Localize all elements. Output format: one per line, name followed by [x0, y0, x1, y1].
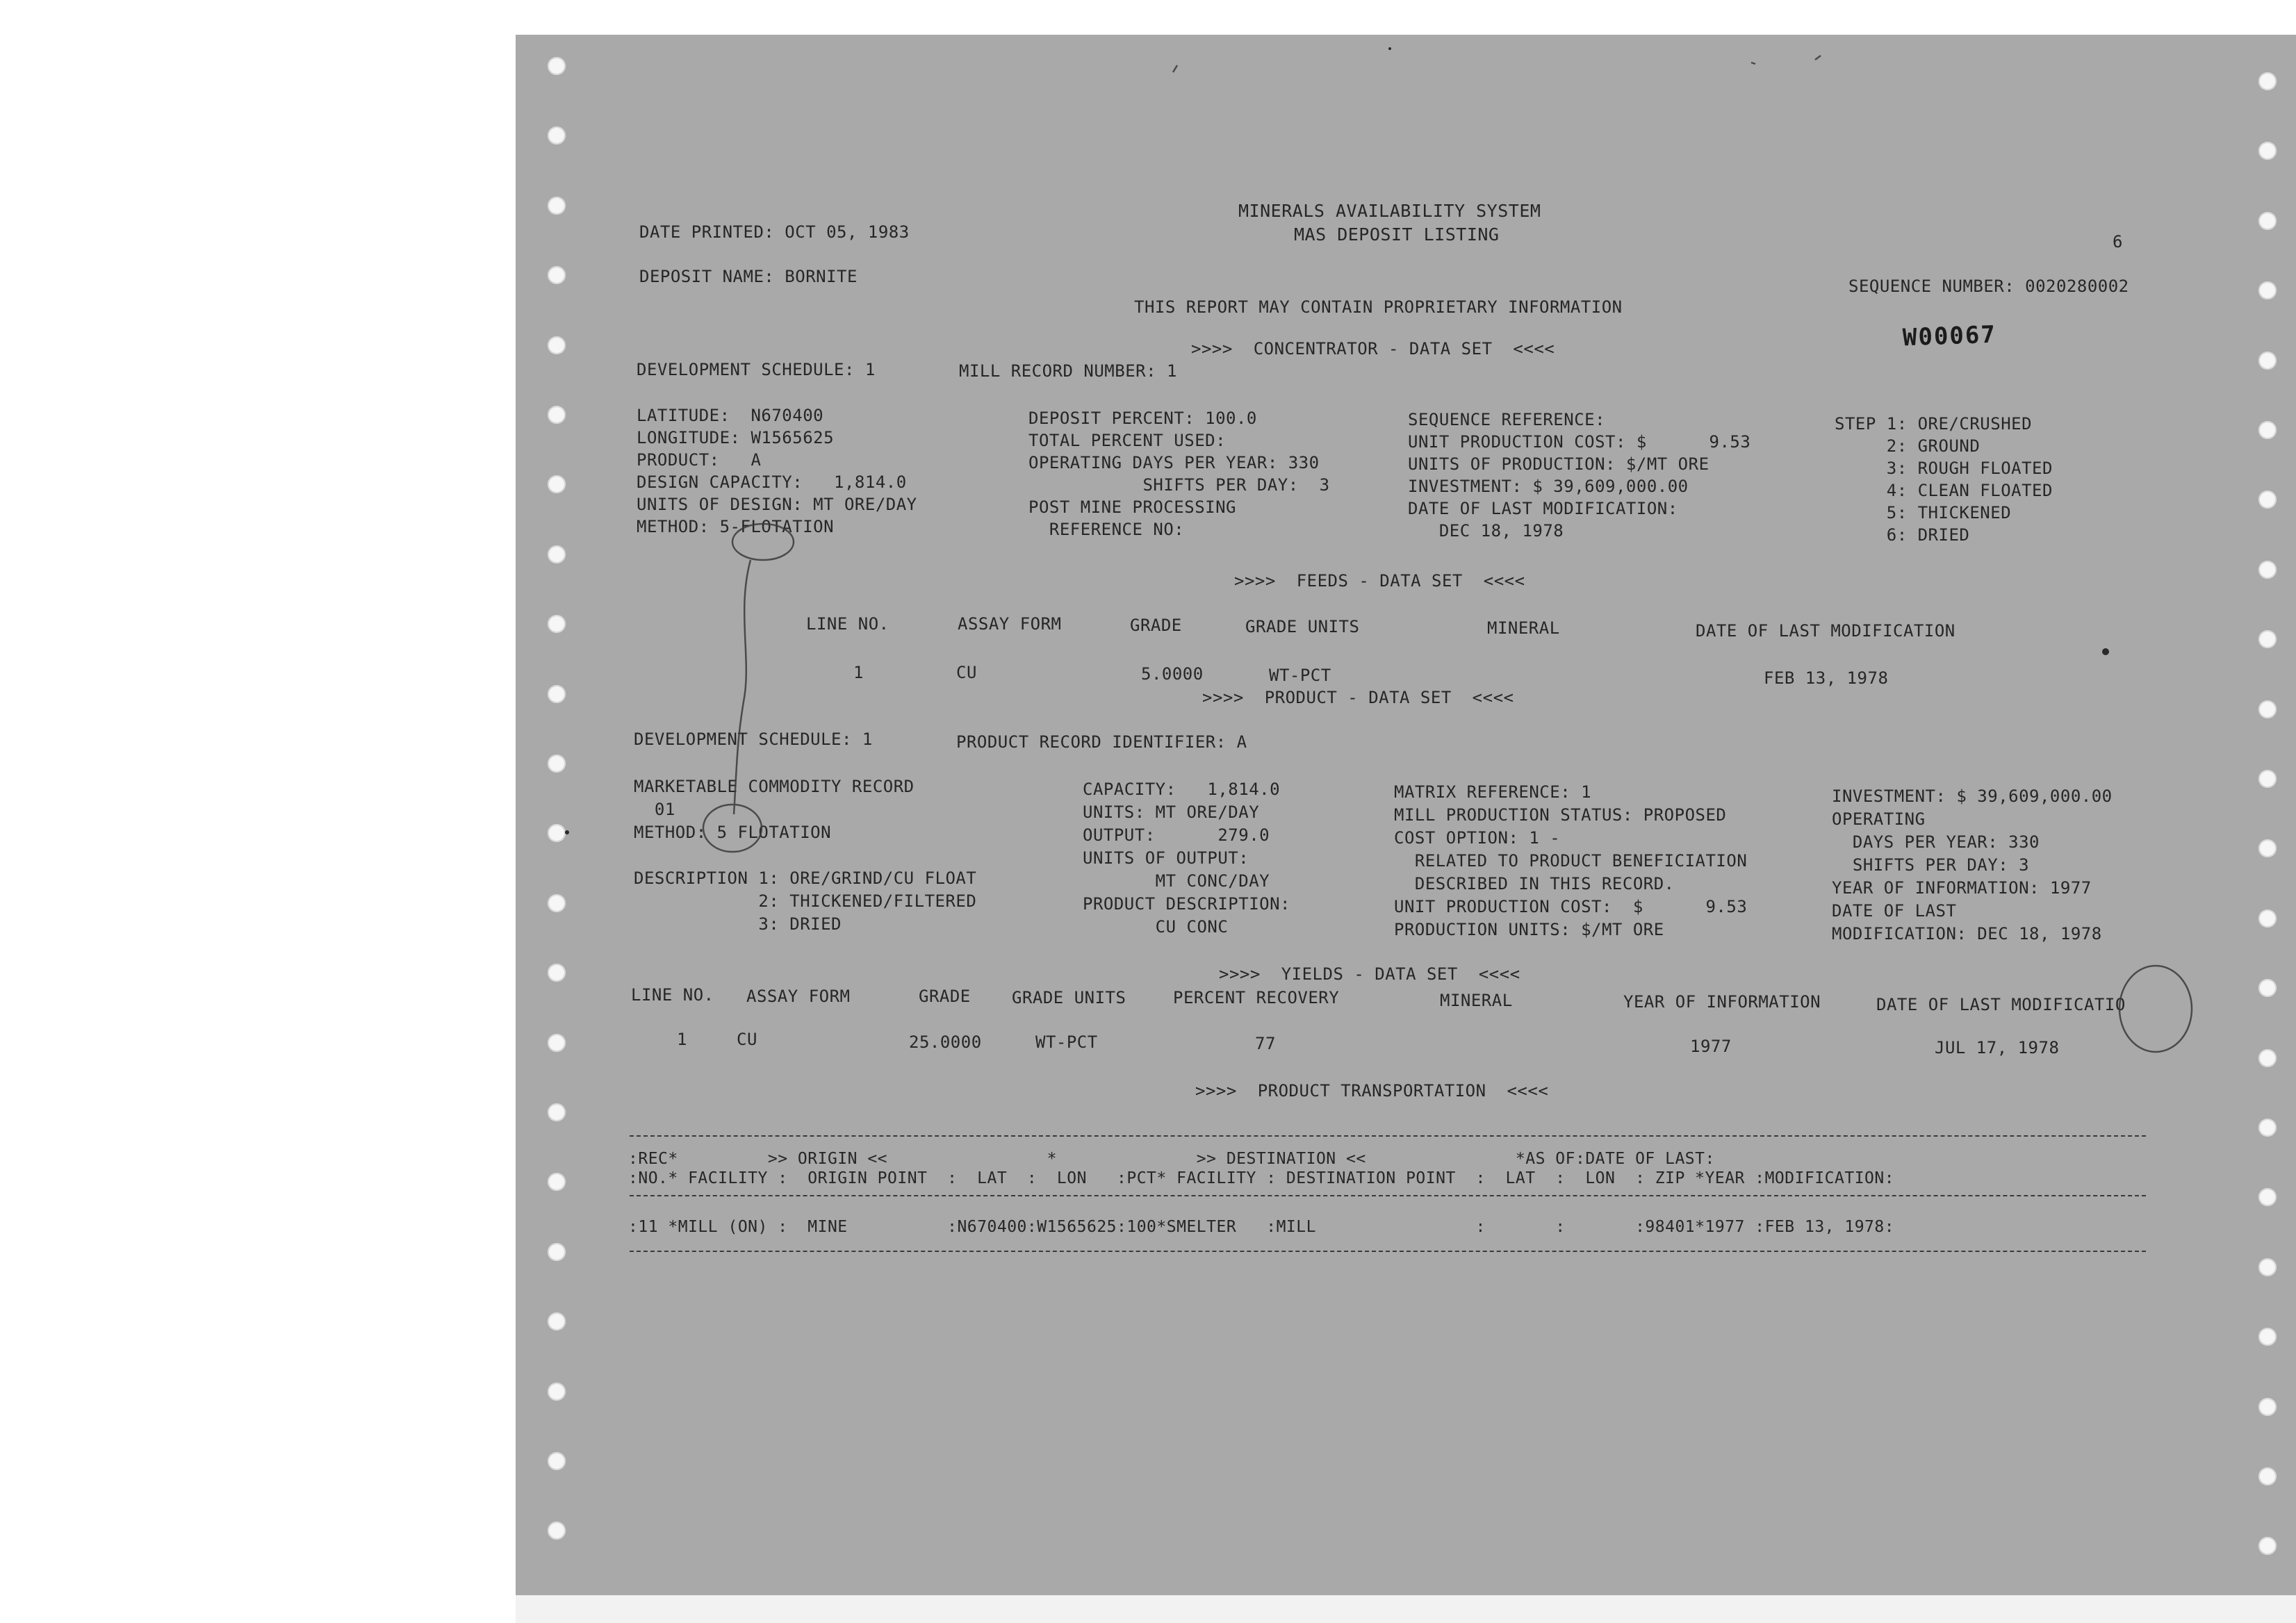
conc-operations-line-3: OPERATING DAYS PER YEAR: 330	[1028, 453, 1320, 472]
conc-location-line-3: PRODUCT: A	[637, 450, 762, 470]
prod-status-line-4: RELATED TO PRODUCT BENEFICIATION	[1394, 851, 1748, 871]
feeds-header-assay-form: ASSAY FORM	[958, 614, 1062, 634]
prod-investment-line-3: DAYS PER YEAR: 330	[1832, 832, 2040, 852]
prod-investment-line-2: OPERATING	[1832, 809, 1926, 829]
conc-costs-line-3: UNITS OF PRODUCTION: $/MT ORE	[1408, 454, 1709, 474]
prod-status-line-1: MATRIX REFERENCE: 1	[1394, 782, 1592, 802]
yields-header-mineral: MINERAL	[1440, 991, 1513, 1010]
prod-commodity-line-2: 01	[634, 800, 675, 819]
tractor-hole-right-1	[2258, 72, 2277, 90]
feeds-row-date-modified: FEB 13, 1978	[1764, 668, 1889, 688]
transport-header-row1: :REC* >> ORIGIN << * >> DESTINATION << *AS OF:DATE OF LAST:	[628, 1150, 1715, 1168]
feeds-header-line-no: LINE NO.	[806, 614, 889, 634]
yields-row-percent-recovery: 77	[1255, 1034, 1276, 1053]
prod-capacity-line-5: MT CONC/DAY	[1083, 871, 1270, 891]
tractor-hole-right-10	[2258, 700, 2277, 718]
sequence-number: SEQUENCE NUMBER: 0020280002	[1848, 277, 2129, 296]
conc-location-line-4: DESIGN CAPACITY: 1,814.0	[637, 472, 907, 492]
feeds-row-grade: 5.0000	[1141, 664, 1204, 684]
yields-header-grade: GRADE	[919, 987, 971, 1006]
feeds-row-assay-form: CU	[956, 663, 977, 682]
conc-location-line-1: LATITUDE: N670400	[637, 406, 824, 425]
feeds-heading: >>>> FEEDS - DATA SET <<<<	[1234, 571, 1525, 591]
tractor-hole-left-20	[548, 1383, 566, 1401]
tractor-hole-left-1	[548, 57, 566, 75]
yields-row-assay-form: CU	[737, 1030, 757, 1049]
tractor-hole-right-3	[2258, 212, 2277, 230]
transport-row-1: :11 *MILL (ON) : MINE :N670400:W1565625:100*SMELTER :MILL : : :98401*1977 :FEB 13, 1978:	[628, 1218, 1895, 1236]
feeds-row-line-no: 1	[853, 663, 864, 682]
prod-commodity-line-6: 2: THICKENED/FILTERED	[634, 891, 977, 911]
tractor-hole-left-18	[548, 1243, 566, 1261]
prod-status-line-2: MILL PRODUCTION STATUS: PROPOSED	[1394, 805, 1727, 825]
tractor-hole-right-18	[2258, 1258, 2277, 1276]
prod-commodity-line-7: 3: DRIED	[634, 914, 842, 934]
conc-costs-line-2: UNIT PRODUCTION COST: $ 9.53	[1408, 432, 1751, 452]
conc-steps-line-6: 6: DRIED	[1835, 525, 1970, 545]
tractor-hole-left-4	[548, 266, 566, 284]
yields-row-year-of-information: 1977	[1690, 1037, 1732, 1056]
prod-capacity-line-7: CU CONC	[1083, 917, 1229, 937]
prod-investment-line-5: YEAR OF INFORMATION: 1977	[1832, 878, 2092, 898]
feeds-row-grade-units: WT-PCT	[1269, 666, 1331, 685]
tractor-hole-left-8	[548, 545, 566, 563]
tractor-hole-left-3	[548, 197, 566, 215]
concentrator-heading: >>>> CONCENTRATOR - DATA SET <<<<	[1191, 339, 1555, 359]
prod-status-line-3: COST OPTION: 1 -	[1394, 828, 1561, 848]
conc-operations-line-5: POST MINE PROCESSING	[1028, 497, 1236, 517]
tractor-hole-left-10	[548, 685, 566, 703]
tractor-hole-right-8	[2258, 561, 2277, 579]
conc-location-line-6: METHOD: 5-FLOTATION	[637, 517, 835, 536]
conc-costs-line-5: DATE OF LAST MODIFICATION:	[1408, 499, 1678, 518]
transport-rule-top	[630, 1135, 2146, 1137]
tractor-hole-left-11	[548, 755, 566, 773]
transport-rule-mid	[630, 1195, 2146, 1196]
transport-heading: >>>> PRODUCT TRANSPORTATION <<<<	[1195, 1081, 1549, 1101]
conc-operations-line-1: DEPOSIT PERCENT: 100.0	[1028, 409, 1257, 428]
prod-capacity-line-6: PRODUCT DESCRIPTION:	[1083, 894, 1290, 914]
tractor-hole-left-15	[548, 1034, 566, 1052]
date-printed: DATE PRINTED: OCT 05, 1983	[639, 222, 910, 242]
tractor-hole-right-13	[2258, 909, 2277, 928]
conc-location-line-2: LONGITUDE: W1565625	[637, 428, 835, 447]
feeds-header-date-modified: DATE OF LAST MODIFICATION	[1696, 621, 1955, 641]
proprietary-notice: THIS REPORT MAY CONTAIN PROPRIETARY INFORMATION	[1134, 297, 1623, 317]
prod-investment-line-4: SHIFTS PER DAY: 3	[1832, 855, 2030, 875]
conc-steps-line-4: 4: CLEAN FLOATED	[1835, 481, 2053, 500]
tractor-hole-left-9	[548, 615, 566, 633]
yields-row-grade-units: WT-PCT	[1035, 1032, 1098, 1052]
prod-status-line-6: UNIT PRODUCTION COST: $ 9.53	[1394, 897, 1748, 916]
conc-costs-line-4: INVESTMENT: $ 39,609,000.00	[1408, 477, 1689, 496]
yields-header-percent-recovery: PERCENT RECOVERY	[1173, 988, 1340, 1007]
transport-rule-bottom	[630, 1251, 2146, 1252]
yields-row-line-no: 1	[677, 1030, 687, 1049]
conc-steps-line-5: 5: THICKENED	[1835, 503, 2012, 522]
yields-heading: >>>> YIELDS - DATA SET <<<<	[1219, 964, 1520, 984]
tractor-hole-right-15	[2258, 1049, 2277, 1067]
prod-investment-line-1: INVESTMENT: $ 39,609,000.00	[1832, 786, 2113, 806]
stamp-number: W00067	[1902, 320, 1997, 352]
conc-operations-line-6: REFERENCE NO:	[1028, 520, 1185, 539]
prod-investment-line-6: DATE OF LAST	[1832, 901, 1957, 921]
tractor-hole-right-11	[2258, 770, 2277, 788]
tractor-hole-right-20	[2258, 1398, 2277, 1416]
prod-commodity-line-5: DESCRIPTION 1: ORE/GRIND/CU FLOAT	[634, 868, 977, 888]
listing-title: MAS DEPOSIT LISTING	[1294, 224, 1500, 245]
tractor-hole-left-13	[548, 894, 566, 912]
product-development-schedule: DEVELOPMENT SCHEDULE: 1	[634, 730, 873, 749]
tractor-hole-left-5	[548, 336, 566, 354]
tractor-hole-right-4	[2258, 281, 2277, 299]
tractor-hole-left-19	[548, 1312, 566, 1330]
yields-header-line-no: LINE NO.	[631, 985, 714, 1005]
deposit-name: DEPOSIT NAME: BORNITE	[639, 267, 858, 286]
prod-status-line-7: PRODUCTION UNITS: $/MT ORE	[1394, 920, 1664, 939]
tractor-hole-right-16	[2258, 1119, 2277, 1137]
page-number: 6	[2113, 232, 2123, 252]
conc-costs-line-6: DEC 18, 1978	[1408, 521, 1564, 541]
transport-header-row2: :NO.* FACILITY : ORIGIN POINT : LAT : LON :PCT* FACILITY : DESTINATION POINT : LAT : LON : ZIP *YEAR :MODIFICATION:	[628, 1169, 1895, 1187]
prod-commodity-line-1: MARKETABLE COMMODITY RECORD	[634, 777, 915, 796]
prod-status-line-5: DESCRIBED IN THIS RECORD.	[1394, 874, 1675, 893]
yields-row-grade: 25.0000	[909, 1032, 982, 1052]
yields-header-grade-units: GRADE UNITS	[1012, 988, 1126, 1007]
conc-operations-line-2: TOTAL PERCENT USED:	[1028, 431, 1227, 450]
feeds-header-grade-units: GRADE UNITS	[1245, 617, 1360, 636]
tractor-hole-right-19	[2258, 1328, 2277, 1346]
yields-header-assay-form: ASSAY FORM	[746, 987, 851, 1006]
prod-capacity-line-3: OUTPUT: 279.0	[1083, 825, 1270, 845]
yields-header-date-modified: DATE OF LAST MODIFICATIO	[1876, 995, 2126, 1014]
development-schedule: DEVELOPMENT SCHEDULE: 1	[637, 360, 876, 379]
tractor-hole-left-21	[548, 1452, 566, 1470]
prod-capacity-line-4: UNITS OF OUTPUT:	[1083, 848, 1249, 868]
feeds-header-grade: GRADE	[1130, 616, 1182, 635]
feeds-header-mineral: MINERAL	[1487, 618, 1560, 638]
tractor-hole-right-14	[2258, 979, 2277, 997]
conc-location-line-5: UNITS OF DESIGN: MT ORE/DAY	[637, 495, 917, 514]
tractor-hole-right-5	[2258, 352, 2277, 370]
scanner-margin	[516, 1595, 2296, 1623]
product-record-identifier: PRODUCT RECORD IDENTIFIER: A	[956, 732, 1247, 752]
product-heading: >>>> PRODUCT - DATA SET <<<<	[1202, 688, 1514, 707]
prod-capacity-line-1: CAPACITY: 1,814.0	[1083, 780, 1281, 799]
conc-operations-line-4: SHIFTS PER DAY: 3	[1028, 475, 1330, 495]
conc-costs-line-1: SEQUENCE REFERENCE:	[1408, 410, 1606, 429]
conc-steps-line-1: STEP 1: ORE/CRUSHED	[1835, 414, 2033, 434]
conc-steps-line-2: 2: GROUND	[1835, 436, 1981, 456]
tractor-hole-left-14	[548, 964, 566, 982]
tractor-hole-right-21	[2258, 1467, 2277, 1485]
conc-steps-line-3: 3: ROUGH FLOATED	[1835, 459, 2053, 478]
yields-row-date-modified: JUL 17, 1978	[1935, 1038, 2060, 1057]
yields-header-year-of-information: YEAR OF INFORMATION	[1623, 992, 1821, 1012]
tractor-hole-left-16	[548, 1103, 566, 1121]
tractor-hole-left-6	[548, 406, 566, 424]
mill-record-number: MILL RECORD NUMBER: 1	[959, 361, 1177, 381]
tractor-hole-right-9	[2258, 630, 2277, 648]
tractor-hole-right-6	[2258, 421, 2277, 439]
system-title: MINERALS AVAILABILITY SYSTEM	[1238, 201, 1541, 221]
prod-investment-line-7: MODIFICATION: DEC 18, 1978	[1832, 924, 2102, 944]
prod-capacity-line-2: UNITS: MT ORE/DAY	[1083, 802, 1260, 822]
prod-commodity-line-3: METHOD: 5 FLOTATION	[634, 823, 832, 842]
